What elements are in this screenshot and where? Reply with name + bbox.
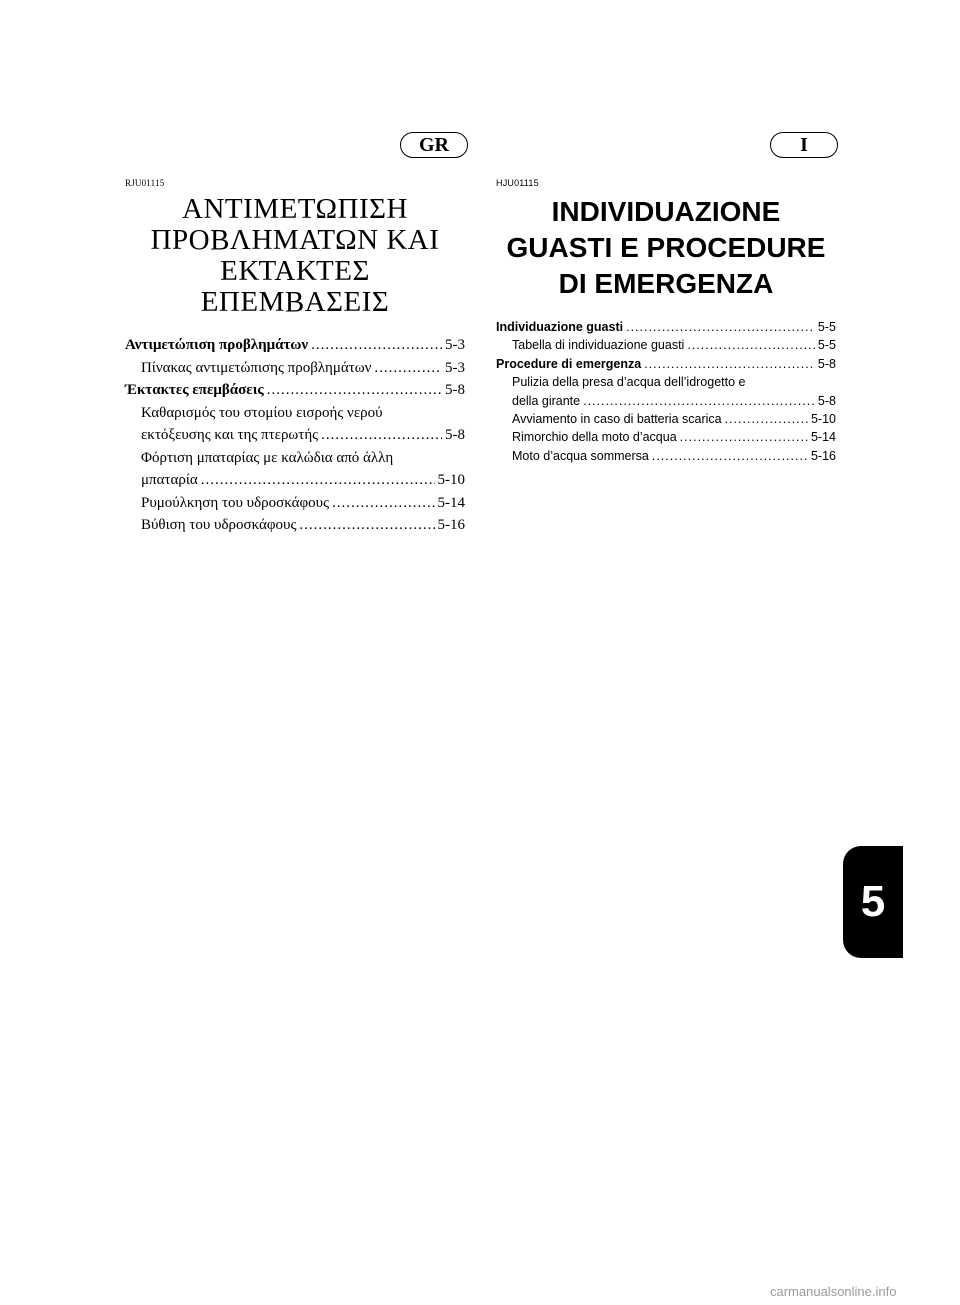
- toc-leader: [687, 336, 815, 354]
- toc-entry-title: μπαταρία: [141, 472, 198, 488]
- toc-page: 5-3: [445, 337, 465, 353]
- toc-entry-title: della girante: [512, 393, 581, 408]
- toc-page: 5-14: [810, 430, 836, 445]
- greek-column: [125, 178, 465, 537]
- toc-entry-title: Tabella di individuazione guasti: [512, 338, 685, 353]
- toc-entry[interactable]: [496, 355, 836, 373]
- toc-page: 5-8: [445, 427, 465, 443]
- toc-leader: [626, 318, 815, 336]
- toc-leader: [332, 492, 434, 515]
- toc-entry-title: Procedure di emergenza: [496, 356, 642, 371]
- toc-entry-title: εκτόξευσης και της πτερωτής: [141, 427, 319, 443]
- toc-leader: [267, 379, 442, 402]
- toc-page: 5-10: [810, 412, 836, 427]
- toc-entry-title: Moto d’acqua sommersa: [512, 448, 649, 463]
- toc-page: 5-5: [817, 338, 836, 353]
- toc-entry-title: Αντιμετώπιση προβλημάτων: [125, 337, 309, 353]
- toc-leader: [583, 392, 815, 410]
- chapter-tab: 5: [843, 846, 903, 958]
- toc-entry[interactable]: [125, 492, 465, 515]
- toc-entry-title: Πίνακας αντιμετώπισης προβλημάτων: [141, 359, 372, 376]
- toc-entry[interactable]: [125, 402, 465, 447]
- toc-entry-title: Ρυμούλκηση του υδροσκάφους: [141, 494, 330, 511]
- watermark: carmanualsonline.info: [770, 1284, 897, 1299]
- toc-page: 5-3: [445, 359, 465, 376]
- section-title: [496, 194, 836, 302]
- toc-leader: [725, 410, 808, 428]
- toc-entry[interactable]: [125, 334, 465, 357]
- title-line: INDIVIDUAZIONE: [551, 196, 781, 227]
- table-of-contents: [496, 318, 836, 465]
- italian-column: [496, 178, 836, 465]
- toc-entry-title: Individuazione guasti: [496, 320, 624, 334]
- toc-page: 5-10: [437, 472, 465, 488]
- toc-page: 5-14: [437, 494, 465, 511]
- toc-leader: [321, 424, 442, 447]
- toc-page: 5-8: [817, 393, 836, 408]
- title-line: ΑΝΤΙΜΕΤΩΠΙΣΗ: [182, 193, 408, 225]
- toc-leader: [201, 469, 435, 492]
- title-line: DI EMERGENZA: [558, 268, 774, 299]
- toc-entry-title: Avviamento in caso di batteria scarica: [512, 412, 722, 427]
- toc-entry-title-line: Καθαρισμός του στομίου εισροής νερού: [141, 404, 383, 421]
- toc-leader: [644, 355, 815, 373]
- language-badge-i: I: [770, 132, 838, 158]
- toc-page: 5-5: [817, 320, 836, 334]
- toc-entry[interactable]: [496, 447, 836, 465]
- language-badge-gr: GR: [400, 132, 468, 158]
- toc-leader: [299, 514, 434, 537]
- toc-entry-title-line: Pulizia della presa d’acqua dell’idrogetto e: [512, 375, 746, 390]
- title-line: GUASTI E PROCEDURE: [506, 232, 826, 263]
- toc-entry[interactable]: [496, 318, 836, 336]
- toc-entry[interactable]: [496, 336, 836, 354]
- toc-page: 5-16: [810, 448, 836, 463]
- toc-entry[interactable]: [125, 379, 465, 402]
- title-line: ΠΡΟΒΛΗΜΑΤΩΝ ΚΑΙ: [150, 224, 440, 256]
- toc-leader: [311, 334, 442, 357]
- table-of-contents: [125, 334, 465, 537]
- toc-page: 5-8: [817, 356, 836, 371]
- toc-entry-title: Βύθιση του υδροσκάφους: [141, 517, 297, 533]
- toc-entry[interactable]: [125, 514, 465, 537]
- toc-entry[interactable]: [496, 428, 836, 446]
- section-title: [125, 194, 465, 318]
- toc-entry[interactable]: [125, 447, 465, 492]
- toc-entry[interactable]: [496, 410, 836, 428]
- toc-page: 5-8: [445, 382, 465, 398]
- title-line: ΕΠΕΜΒΑΣΕΙΣ: [200, 286, 390, 318]
- section-code: RJU01115: [125, 178, 165, 188]
- toc-entry[interactable]: [496, 373, 836, 410]
- toc-entry[interactable]: [125, 357, 465, 380]
- toc-page: 5-16: [437, 517, 465, 533]
- toc-leader: [652, 447, 808, 465]
- toc-leader: [374, 357, 442, 380]
- toc-leader: [680, 428, 808, 446]
- title-line: ΕΚΤΑΚΤΕΣ: [220, 255, 370, 287]
- toc-entry-title: Rimorchio della moto d’acqua: [512, 430, 677, 445]
- toc-entry-title: Έκτακτες επεμβάσεις: [125, 382, 264, 398]
- toc-entry-title-line: Φόρτιση μπαταρίας με καλώδια από άλλη: [141, 449, 394, 466]
- section-code: HJU01115: [496, 178, 539, 188]
